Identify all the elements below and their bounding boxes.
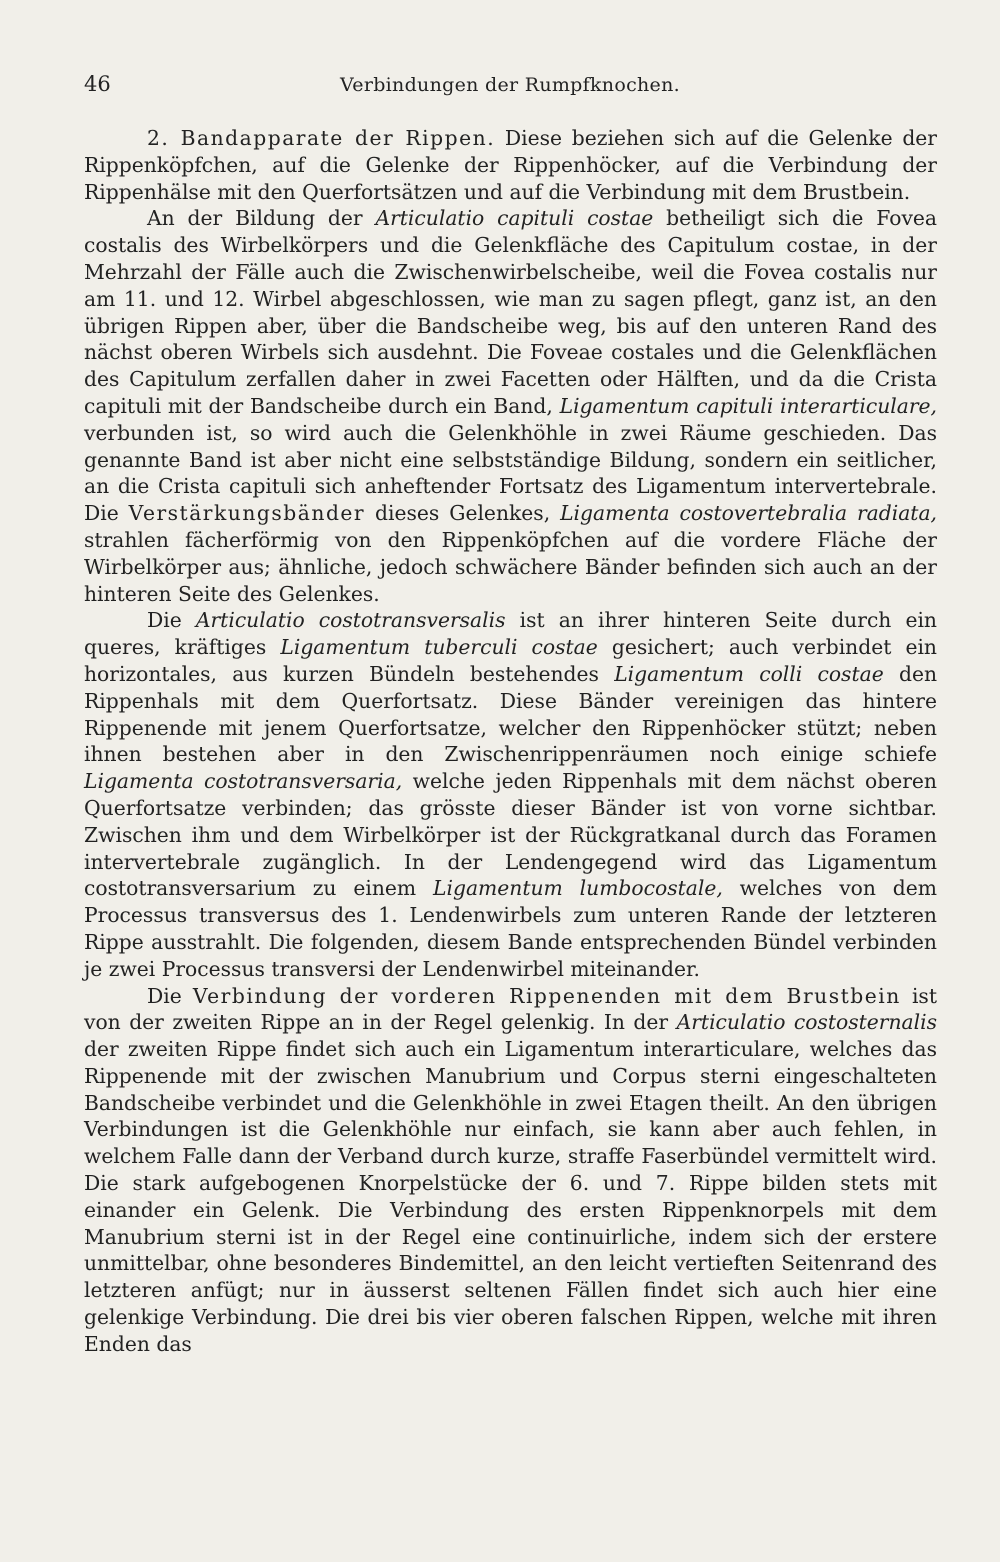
text-run: An der Bildung der (147, 206, 376, 231)
text-run: Diese beziehen sich auf die Gelenke der Rippenköpfchen, auf die Gelenke der Rippenhöcker, auf die Verbindung der Rippenhälse mit den Querfortsätzen und auf die Verbindung mit dem Brustbein. (84, 126, 938, 204)
text-run: ist von der zweiten Rippe an in der Regel gelenkig. In der (84, 983, 937, 1035)
paragraph (84, 607, 937, 982)
paragraph (84, 205, 937, 607)
italic-term: Articulatio capituli costae (375, 206, 654, 231)
page-header (84, 72, 936, 102)
italic-term: Ligamentum lumbocostale, (433, 876, 723, 901)
spaced-heading-text: Verbindung der vorderen Rippenenden mit dem Brustbein (192, 983, 901, 1008)
italic-term: Articulatio costotransversalis (195, 608, 506, 633)
text-run: gesichert; auch verbindet ein horizontales, aus kurzen Bündeln bestehendes (84, 635, 937, 686)
paragraph (84, 983, 937, 1358)
paragraph (84, 125, 937, 205)
text-run: welches von dem Processus transversus des 1. Lendenwirbels zum unteren Rande der letzteren Rippe ausstrahlt. Die folgenden, diesem Bande entsprechenden Bündel verbinden je zwei Processus transversi der Lendenwirbel miteinander. (84, 876, 938, 981)
text-run: strahlen fächerförmig von den Rippenköpfchen auf die vordere Fläche der Wirbelkörper aus; ähnliche, jedoch schwächere Bänder befinden sich auch an der hinteren Seite des Gelenkes. (84, 527, 937, 606)
text-run: welche jeden Rippenhals mit dem nächst oberen Querfortsatze verbinden; das grösste dieser Bänder ist von vorne sichtbar. Zwischen ihm und dem Wirbelkörper ist der Rückgratkanal durch das Foramen intervertebrale zugänglich. In der Lendengegend wird das Ligamentum costotransversarium zu einem (84, 769, 937, 901)
italic-term: Articulatio costosternalis (676, 1010, 937, 1035)
text-run: den Rippenhals mit dem Querfortsatz. Diese Bänder vereinigen das hintere Rippenende mit jenem Querfortsatze, welcher den Rippenhöcker stützt; neben ihnen bestehen aber in den Zwischenrippenräumen noch einige schiefe (84, 661, 938, 767)
spaced-heading-text: Verstärkungsbänder (128, 501, 366, 526)
italic-term: Ligamentum capituli interarticulare, (559, 393, 937, 418)
text-run: der zweiten Rippe findet sich auch ein Ligamentum interarticulare, welches das Rippenende mit der zwischen Manubrium und Corpus sterni eingeschalteten Bandscheibe verbindet und die Gelenkhöhle in zwei Etagen theilt. An den übrigen Verbindungen ist die Gelenkhöhle nur einfach, sie kann aber auch fehlen, in welchem Falle dann der Verband durch kurze, straffe Faserbündel vermittelt wird. Die stark aufgebogenen Knorpelstücke der 6. und 7. Rippe bilden stets mit einander ein Gelenk. Die Verbindung des ersten Rippenknorpels mit dem Manubrium sterni ist in der Regel eine continuirliche, indem sich der erstere unmittelbar, ohne besonderes Bindemittel, an den leicht vertieften Seitenrand des letzteren anfügt; nur in äusserst seltenen Fällen findet sich auch hier eine gelenkige Verbindung. Die drei bis vier oberen falschen Rippen, welche mit ihren Enden das (84, 1037, 937, 1356)
spaced-heading-text: Bandapparate der Rippen. (180, 126, 496, 150)
body-text (84, 125, 937, 1358)
text-run: dieses Gelenkes, (365, 501, 561, 526)
italic-term: Ligamentum colli costae (614, 661, 884, 686)
text-run: betheiligt sich die Fovea costalis des Wirbelkörpers und die Gelenkfläche des Capitulum costae, in der Mehrzahl der Fälle auch die Zwischenwirbelscheibe, weil die Fovea costalis nur am 11. und 12. Wirbel abgeschlossen, wie man zu sagen pflegt, ganz ist, an den übrigen Rippen aber, über die Bandscheibe weg, bis auf den unteren Rand des nächst oberen Wirbels sich ausdehnt. Die Foveae costales und die Gelenkflächen des Capitulum zerfallen daher in zwei Facetten oder Hälften, und da die Crista capituli mit der Bandscheibe durch ein Band, (84, 206, 937, 418)
text-run: Die (147, 983, 193, 1008)
italic-term: Ligamenta costotransversaria, (84, 769, 403, 794)
spaced-heading-text: 2. (147, 126, 181, 150)
running-head: Verbindungen der Rumpfknochen. (340, 74, 680, 96)
italic-term: Ligamentum tuberculi costae (280, 635, 598, 660)
text-run: Die (147, 608, 196, 633)
page-number: 46 (84, 72, 111, 96)
text-run: verbunden ist, so wird auch die Gelenkhöhle in zwei Räume geschieden. Das genannte Band ist aber nicht eine selbstständige Bildung, sondern ein seitlicher, an die Crista capituli sich anheftender Fortsatz des Ligamentum intervertebrale. Die (84, 420, 937, 526)
text-run: ist an ihrer hinteren Seite durch ein queres, kräftiges (84, 608, 937, 660)
italic-term: Ligamenta costovertebralia radiata, (560, 501, 937, 526)
